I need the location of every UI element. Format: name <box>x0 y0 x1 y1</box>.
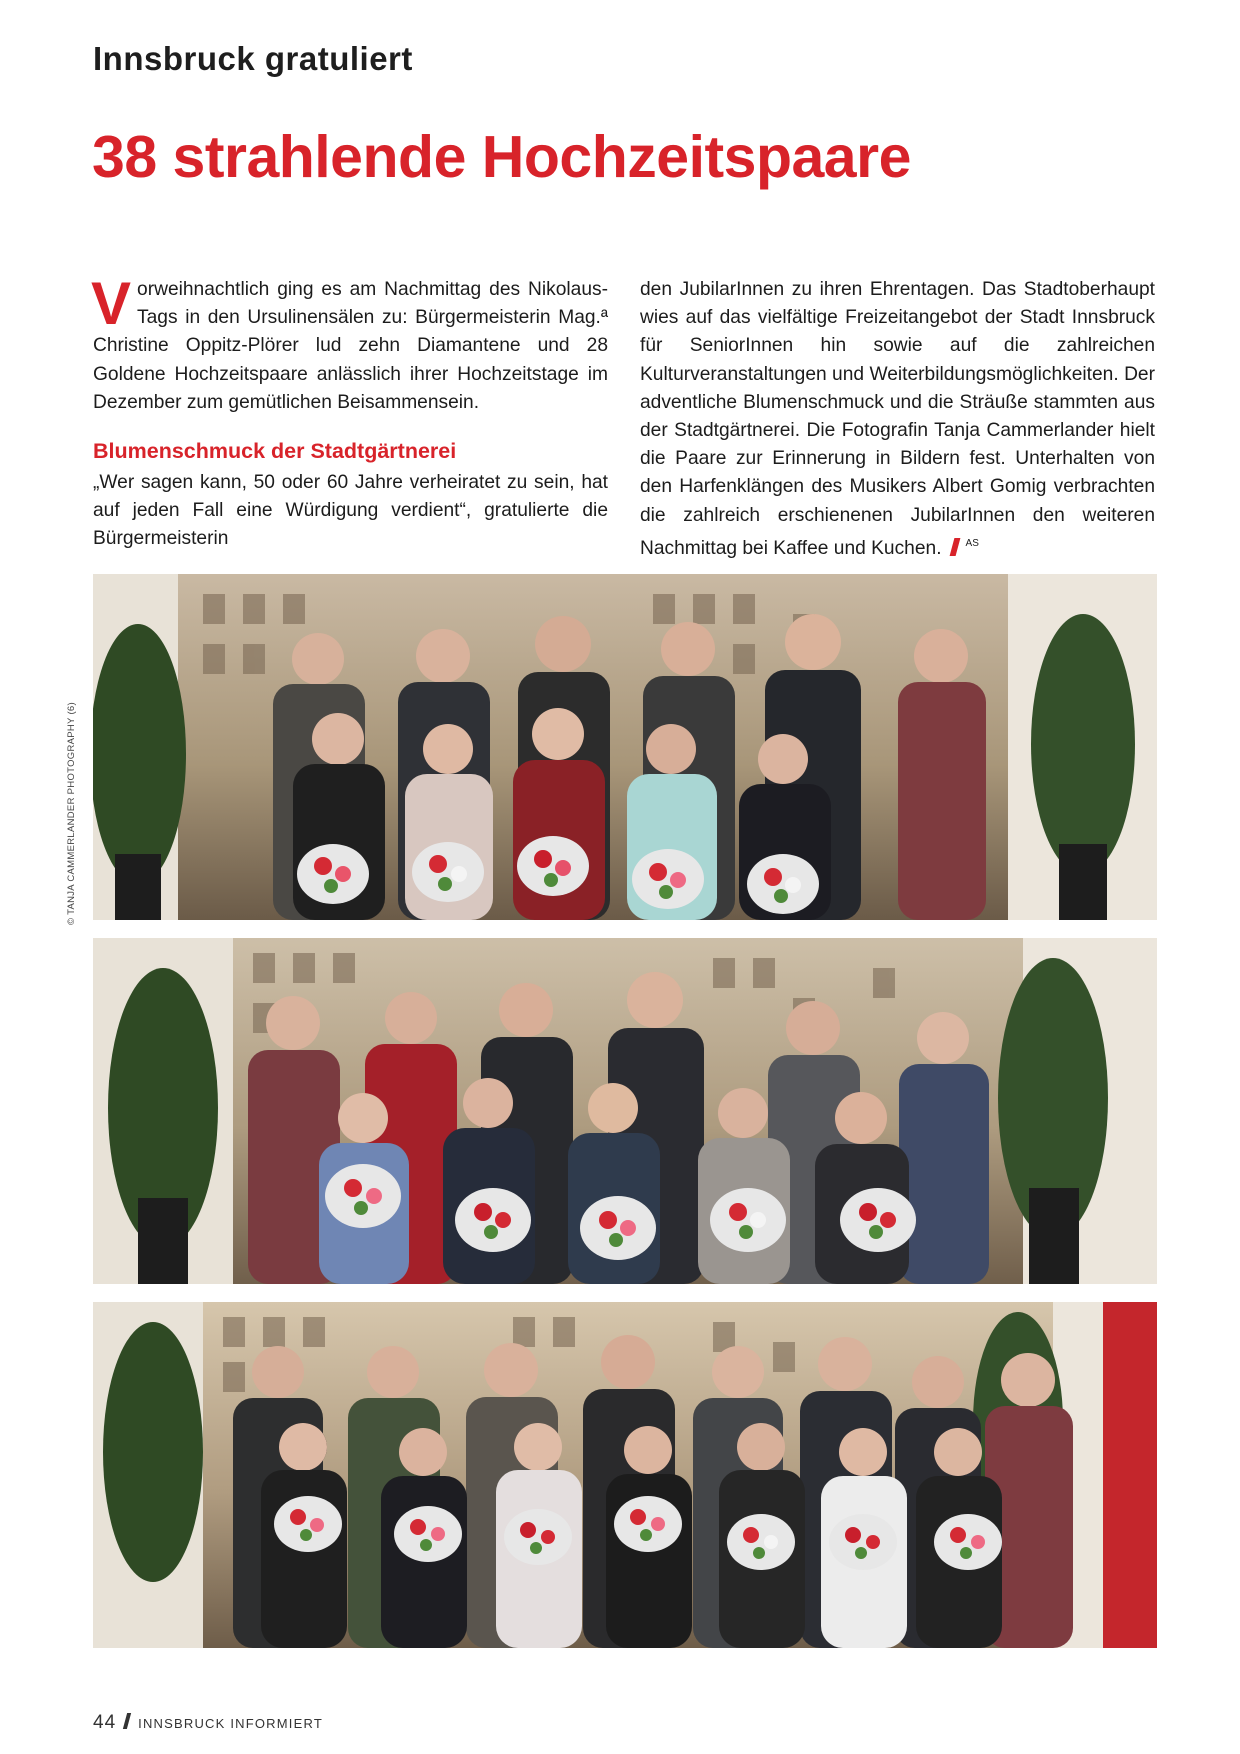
page-number: 44 <box>93 1712 117 1733</box>
paragraph-right-wrapper <box>640 276 1155 563</box>
subheading: Blumenschmuck der Stadtgärtnerei <box>93 439 457 464</box>
footer-divider-icon <box>123 1713 131 1729</box>
group-photo-1 <box>93 574 1157 920</box>
publication-name: INNSBRUCK INFORMIERT <box>138 1716 323 1731</box>
paragraph-left: „Wer sagen kann, 50 oder 60 Jahre verheiratet zu sein, hat auf jeden Fall eine Würdigung verdient“, gratulierte die Bürgermeisterin <box>93 472 608 550</box>
drop-cap: V <box>91 270 132 337</box>
photo-credit: © TANJA CAMMERLANDER PHOTOGRAPHY (6) <box>66 702 77 925</box>
page-title: 38 strahlende Hochzeitspaare <box>92 124 911 190</box>
group-photo-3 <box>93 1302 1157 1648</box>
intro-text: orweihnachtlich ging es am Nachmittag des Nikolaus-Tags in den Ursulinensälen zu: Bürgermeisterin Mag.ª Christine Oppitz-Plörer lud zehn Diamantene und 28 Goldene Hochzeitspaare anlässlich ihrer Hochzeitstage im Dezember zum gemütlichen Beisammensein. <box>93 279 608 413</box>
end-mark-icon <box>949 538 960 556</box>
paragraph-right: den JubilarInnen zu ihren Ehrentagen. Das Stadtoberhaupt wies auf das vielfältige Freizeitangebot der Stadt Innsbruck für SeniorInnen hin sowie auf die zahlreichen Kulturveranstaltungen und Weiterbildungsmöglichkeiten. Der adventliche Blumenschmuck und die Sträuße stammten aus der Stadtgärtnerei. Die Fotografin Tanja Cammerlander hielt die Paare zur Erinnerung in Bildern fest. Unterhalten von den Harfenklängen des Musikers Albert Gomig verbrachten die zahlreich erschienenen JubilarInnen den weiteren Nachmittag bei Kaffee und Kuchen. <box>640 279 1155 559</box>
group-photo-2 <box>93 938 1157 1284</box>
intro-paragraph <box>91 270 608 417</box>
article-column-right <box>640 276 1155 563</box>
article-column-left <box>91 270 608 554</box>
author-initials: AS <box>965 537 979 549</box>
section-label: Innsbruck gratuliert <box>93 40 413 77</box>
page-footer <box>93 1712 323 1734</box>
